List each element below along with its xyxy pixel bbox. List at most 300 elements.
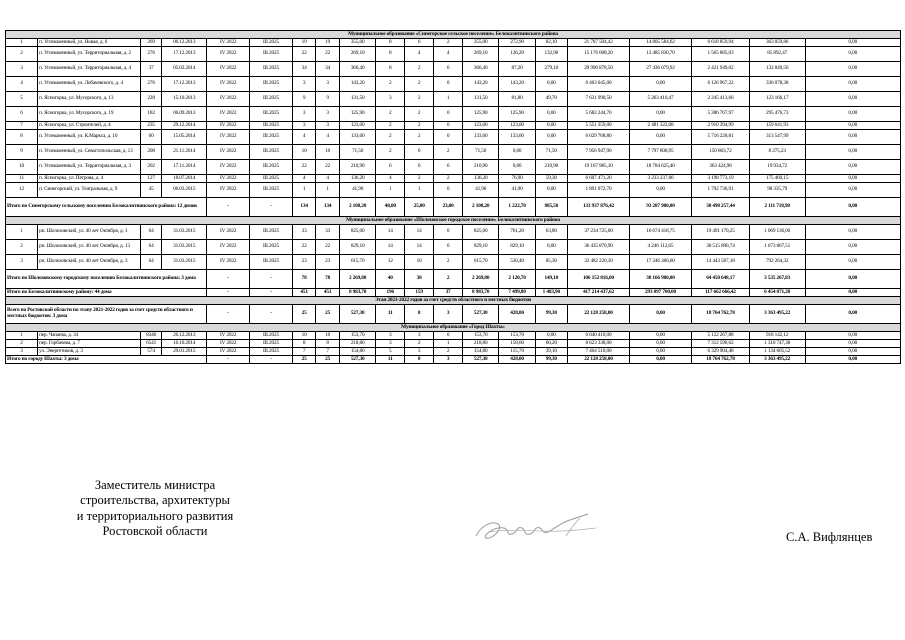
value-cell: 4	[316, 130, 340, 145]
value-cell: 0	[434, 77, 463, 92]
total-value: 18 764 762,78	[692, 356, 750, 364]
value-cell: 6541	[140, 340, 161, 348]
value-cell: 123 166,17	[749, 92, 805, 107]
row-number: 2	[6, 47, 38, 62]
value-cell: 2 481 322,08	[629, 122, 691, 130]
address-cell: п. Углекаменный, ул. Территориальная, д. 2	[38, 47, 141, 62]
value-cell: IV 2022	[207, 183, 250, 198]
value-cell: 14	[405, 240, 434, 255]
value-cell: 825,00	[463, 225, 499, 240]
value-cell: 9	[292, 92, 316, 107]
total-value: -	[207, 289, 250, 297]
total-value: 18 764 762,78	[692, 305, 750, 324]
value-cell: 0,00	[629, 130, 691, 145]
total-value: -	[250, 356, 293, 364]
address-cell: рп. Шолоховский, ул. 40 лет Октября, д. 3	[38, 255, 141, 270]
value-cell: 143,20	[499, 77, 535, 92]
value-cell: 143,20	[339, 77, 375, 92]
value-cell: 1 069 136,00	[749, 225, 805, 240]
total-value: 22 128 258,00	[567, 305, 629, 324]
row-number: 1	[6, 332, 38, 340]
total-value: 25	[292, 356, 316, 364]
row-number: 12	[6, 183, 38, 198]
value-cell: 5 716 220,81	[692, 130, 750, 145]
value-cell: 7 631 990,50	[567, 92, 629, 107]
value-cell: 8346	[140, 332, 161, 340]
value-cell: 36 435 870,90	[567, 240, 629, 255]
table-row	[6, 107, 901, 122]
address-cell: п. Ясногорка, ул. Петрова, д. 4	[38, 175, 141, 183]
value-cell: 19	[292, 39, 316, 47]
value-cell: 1	[434, 92, 463, 107]
total-row	[6, 270, 901, 289]
value-cell: 64	[140, 255, 161, 270]
value-cell: 2	[434, 39, 463, 47]
table-row	[6, 62, 901, 77]
value-cell: 0,00	[535, 240, 567, 255]
total-value: 8	[405, 356, 434, 364]
value-cell: 15.05.2014	[162, 130, 207, 145]
total-label: Итого по Шолоховскому городскому поселению Белокалитвинского района: 3 дома	[6, 270, 207, 289]
value-cell: 3	[376, 332, 405, 340]
value-cell: 18.07.2014	[162, 175, 207, 183]
address-cell: п. Углекаменный, ул. Территориальная, д. 3	[38, 160, 141, 175]
value-cell: 10	[316, 332, 340, 340]
value-cell: III.2025	[250, 122, 293, 130]
address-cell: ул. Энергетиков, д. 3	[38, 348, 141, 356]
value-cell: 6 463 045,00	[567, 77, 629, 92]
total-value: 38 166 900,00	[629, 270, 691, 289]
value-cell: 3	[292, 77, 316, 92]
value-cell: 4 246 112,65	[629, 240, 691, 255]
value-cell: 615,70	[339, 255, 375, 270]
signature-block	[0, 478, 905, 628]
value-cell: 22	[316, 160, 340, 175]
value-cell: 0,00	[805, 77, 900, 92]
row-number: 3	[6, 62, 38, 77]
total-value: 149,10	[535, 270, 567, 289]
value-cell: 12	[376, 255, 405, 270]
table-row	[6, 348, 901, 356]
value-cell: 22	[292, 160, 316, 175]
value-cell: 269,10	[463, 47, 499, 62]
value-cell: 0	[434, 107, 463, 122]
total-value: 38 498 257,44	[692, 198, 750, 217]
section-header-row	[6, 297, 901, 305]
total-value: 8	[405, 305, 434, 324]
total-value: 40	[376, 270, 405, 289]
total-value: 417 214 437,62	[567, 289, 629, 297]
value-cell: 0,00	[805, 39, 900, 47]
row-number: 3	[6, 348, 38, 356]
value-cell: 2	[376, 107, 405, 122]
value-cell: 22	[316, 240, 340, 255]
total-value: -	[207, 305, 250, 324]
value-cell: IV 2022	[207, 175, 250, 183]
total-value: 451	[292, 289, 316, 297]
value-cell: 23	[292, 255, 316, 270]
value-cell: 27 436 079,92	[629, 62, 691, 77]
value-cell: IV 2022	[207, 107, 250, 122]
value-cell: 0,00	[629, 332, 691, 340]
total-value: 428,00	[499, 356, 535, 364]
value-cell: 210,90	[339, 160, 375, 175]
value-cell: 2	[434, 145, 463, 160]
table-row	[6, 175, 901, 183]
total-value: 2 120,70	[499, 270, 535, 289]
total-value: 78	[316, 270, 340, 289]
position-line: Заместитель министра	[94, 478, 216, 492]
value-cell: 49,70	[535, 92, 567, 107]
value-cell: 208	[140, 145, 161, 160]
total-value: 3 535 267,83	[749, 270, 805, 289]
value-cell: 10	[292, 332, 316, 340]
total-value: 106 152 816,00	[567, 270, 629, 289]
address-cell: п. Углекаменный, ул. К.Маркса, д. 10	[38, 130, 141, 145]
value-cell: 21 787 504,42	[567, 39, 629, 47]
value-cell: 159 641,93	[749, 122, 805, 130]
value-cell: 71,50	[339, 145, 375, 160]
value-cell: 2	[405, 107, 434, 122]
value-cell: 363 059,86	[749, 39, 805, 47]
value-cell: 131,50	[339, 92, 375, 107]
value-cell: 0,00	[629, 107, 691, 122]
table-row	[6, 160, 901, 175]
value-cell: 276	[140, 47, 161, 62]
address-cell: п. Ясногорка, ул. Мусорского, д. 13	[38, 92, 141, 107]
value-cell: 1	[316, 183, 340, 198]
table-row	[6, 47, 901, 62]
value-cell: 31.03.2015	[162, 255, 207, 270]
total-value: 25	[316, 305, 340, 324]
value-cell: 87,20	[499, 62, 535, 77]
value-cell: 0,00	[499, 160, 535, 175]
value-cell: 125,90	[339, 107, 375, 122]
row-number: 3	[6, 255, 38, 270]
value-cell: 10	[405, 255, 434, 270]
value-cell: 41,90	[339, 183, 375, 198]
value-cell: III.2025	[250, 47, 293, 62]
value-cell: 0,00	[805, 62, 900, 77]
value-cell: 13 485 830,70	[629, 47, 691, 62]
address-cell: п. Углекаменный, ул. Лобачевского, д. 4	[38, 77, 141, 92]
total-value: -	[207, 356, 250, 364]
table-row	[6, 145, 901, 160]
value-cell: 0,00	[805, 175, 900, 183]
value-cell: IV 2022	[207, 240, 250, 255]
total-value: 2 269,80	[339, 270, 375, 289]
housing-relocation-table	[5, 30, 901, 364]
total-value: 0,00	[805, 270, 900, 289]
value-cell: 9	[316, 92, 340, 107]
value-cell: IV 2022	[207, 332, 250, 340]
value-cell: 1 565 885,03	[692, 47, 750, 62]
total-label: Всего по Ростовской области по этапу 2021-2022 годов за счет средств областного и местных бюджетов: 3 дома	[6, 305, 207, 324]
value-cell: 1	[405, 183, 434, 198]
table-row	[6, 77, 901, 92]
value-cell: 0,00	[499, 145, 535, 160]
total-value: 99,30	[535, 356, 567, 364]
value-cell: III.2025	[250, 62, 293, 77]
value-cell: IV 2022	[207, 47, 250, 62]
section-header-row	[6, 31, 901, 39]
value-cell: 7 312 590,62	[692, 340, 750, 348]
total-value: 159	[405, 289, 434, 297]
value-cell: 0,00	[805, 332, 900, 340]
value-cell: 4	[316, 175, 340, 183]
value-cell: 0,00	[535, 183, 567, 198]
value-cell: 8	[376, 47, 405, 62]
total-value: 48,00	[376, 198, 405, 217]
value-cell: 17.12.2013	[162, 47, 207, 62]
value-cell: 363 424,98	[692, 160, 750, 175]
value-cell: IV 2022	[207, 160, 250, 175]
value-cell: 3	[292, 122, 316, 130]
value-cell: IV 2022	[207, 225, 250, 240]
row-number: 11	[6, 175, 38, 183]
value-cell: IV 2022	[207, 62, 250, 77]
total-value: 1 483,90	[535, 289, 567, 297]
value-cell: 5 386 767,97	[692, 107, 750, 122]
value-cell: 31.03.2015	[162, 240, 207, 255]
value-cell: 41,90	[463, 183, 499, 198]
value-cell: 0,00	[805, 340, 900, 348]
address-cell: пер. Чапаева, д. 34	[38, 332, 141, 340]
address-cell: п. Углекаменный, ул. Территориальная, д. 4	[38, 62, 141, 77]
value-cell: 18 784 625,40	[629, 160, 691, 175]
value-cell: 336 078,38	[749, 77, 805, 92]
value-cell: 14 805 584,62	[629, 39, 691, 47]
value-cell: 3	[405, 332, 434, 340]
total-value: 64 450 648,17	[692, 270, 750, 289]
value-cell: 30 515 890,74	[692, 240, 750, 255]
value-cell: 269,10	[339, 47, 375, 62]
value-cell: 3	[316, 122, 340, 130]
total-value: 527,30	[339, 356, 375, 364]
total-value: 93 287 900,00	[629, 198, 691, 217]
housing-table-sheet	[5, 30, 901, 364]
value-cell: 05.03.2014	[162, 62, 207, 77]
value-cell: 7 797 808,95	[629, 145, 691, 160]
value-cell: 218,80	[463, 340, 499, 348]
value-cell: 127	[140, 175, 161, 183]
value-cell: 59,30	[535, 175, 567, 183]
value-cell: 0,00	[805, 122, 900, 130]
value-cell: 23	[316, 255, 340, 270]
value-cell: 1	[434, 340, 463, 348]
total-value: 2	[434, 270, 463, 289]
value-cell: 76,90	[499, 175, 535, 183]
total-value: 8 983,70	[339, 289, 375, 297]
total-value: 133 937 876,42	[567, 198, 629, 217]
value-cell: III.2025	[250, 332, 293, 340]
value-cell: 71,50	[535, 145, 567, 160]
table-row	[6, 39, 901, 47]
value-cell: 228	[140, 92, 161, 107]
value-cell: IV 2022	[207, 92, 250, 107]
row-number: 5	[6, 92, 38, 107]
value-cell: 0	[434, 130, 463, 145]
value-cell: IV 2022	[207, 340, 250, 348]
value-cell: 2	[405, 175, 434, 183]
value-cell: 829,10	[499, 240, 535, 255]
value-cell: 2	[405, 130, 434, 145]
value-cell: 5 122 267,88	[692, 332, 750, 340]
value-cell: 3	[316, 77, 340, 92]
value-cell: 41,90	[499, 183, 535, 198]
value-cell: 34	[316, 62, 340, 77]
value-cell: 81,80	[499, 92, 535, 107]
value-cell: 14	[405, 225, 434, 240]
value-cell: 82,10	[535, 39, 567, 47]
value-cell: 235	[140, 122, 161, 130]
value-cell: 7 464 510,00	[567, 348, 629, 356]
value-cell: 1 134 605,52	[749, 348, 805, 356]
value-cell: III.2025	[250, 92, 293, 107]
section-header: Муниципальное образование «Синегорское сельское поселение» Белокалитвинского района	[6, 31, 901, 39]
section-header: Муниципальное образование «Город Шахты»	[6, 324, 901, 332]
total-row	[6, 305, 901, 324]
value-cell: 10	[316, 145, 340, 160]
total-value: 0,00	[805, 198, 900, 217]
value-cell: 8	[376, 62, 405, 77]
value-cell: 29.01.2015	[162, 348, 207, 356]
value-cell: 6	[376, 160, 405, 175]
value-cell: 3 198 773,19	[692, 175, 750, 183]
value-cell: 5 263 410,47	[629, 92, 691, 107]
value-cell: 2	[434, 348, 463, 356]
value-cell: 0	[405, 160, 434, 175]
value-cell: 136,20	[499, 47, 535, 62]
total-label: Итого по Белокалитвинскому району: 44 дома	[6, 289, 207, 297]
value-cell: 123,00	[463, 122, 499, 130]
value-cell: 133,60	[339, 130, 375, 145]
value-cell: 4	[405, 47, 434, 62]
value-cell: 2	[376, 130, 405, 145]
value-cell: 0	[434, 122, 463, 130]
position-line: и территориального развития	[76, 508, 234, 523]
value-cell: 123,00	[339, 122, 375, 130]
row-number: 9	[6, 145, 38, 160]
value-cell: IV 2022	[207, 348, 250, 356]
total-value: 885,50	[535, 198, 567, 217]
value-cell: 158,60	[499, 340, 535, 348]
value-cell: 1 673 867,51	[749, 240, 805, 255]
value-cell: 218,80	[339, 340, 375, 348]
table-row	[6, 225, 901, 240]
value-cell: 2 910 394,99	[692, 122, 750, 130]
value-cell: 19 167 985,10	[567, 160, 629, 175]
total-value: 78	[292, 270, 316, 289]
value-cell: 6 029 768,80	[567, 130, 629, 145]
value-cell: 3	[292, 107, 316, 122]
value-cell: 2	[434, 175, 463, 183]
value-cell: 0,00	[805, 107, 900, 122]
value-cell: 06.03.2015	[162, 183, 207, 198]
value-cell: 2	[405, 77, 434, 92]
total-value: 25	[292, 305, 316, 324]
value-cell: 22	[292, 240, 316, 255]
value-cell: 4	[292, 175, 316, 183]
value-cell: 19 491 170,25	[692, 225, 750, 240]
value-cell: 2 421 949,02	[692, 62, 750, 77]
value-cell: 4	[376, 175, 405, 183]
value-cell: 1 792 736,91	[692, 183, 750, 198]
value-cell: 8	[376, 39, 405, 47]
address-cell: рп. Шолоховский, ул. 40 лет Октября, д. 1	[38, 225, 141, 240]
value-cell: 2	[405, 92, 434, 107]
district-total-row	[6, 289, 901, 297]
value-cell: 3	[405, 348, 434, 356]
value-cell: 8	[292, 340, 316, 348]
value-cell: 125,90	[463, 107, 499, 122]
value-cell: 6	[434, 160, 463, 175]
total-value: 11	[376, 305, 405, 324]
value-cell: 0,00	[629, 183, 691, 198]
value-cell: 7 956 947,90	[567, 145, 629, 160]
value-cell: 210,90	[535, 160, 567, 175]
total-value: 527,30	[339, 305, 375, 324]
value-cell: 272,90	[499, 39, 535, 47]
value-cell: 2	[405, 122, 434, 130]
total-value: -	[250, 270, 293, 289]
value-cell: 10	[292, 145, 316, 160]
value-cell: 0,00	[805, 183, 900, 198]
value-cell: 2	[405, 340, 434, 348]
value-cell: 6 618 859,94	[692, 39, 750, 47]
position-line: Ростовской области	[102, 523, 208, 538]
value-cell: III.2025	[250, 348, 293, 356]
value-cell: 792 264,32	[749, 255, 805, 270]
total-value: 117 662 666,42	[692, 289, 750, 297]
value-cell: 0,00	[805, 240, 900, 255]
value-cell: 17.11.2014	[162, 160, 207, 175]
value-cell: 615,70	[463, 255, 499, 270]
value-cell: 295 476,73	[749, 107, 805, 122]
value-cell: 33	[316, 225, 340, 240]
value-cell: 0,00	[535, 130, 567, 145]
value-cell: 29.12.2014	[162, 122, 207, 130]
value-cell: 6	[405, 39, 434, 47]
value-cell: 0	[434, 332, 463, 340]
total-value: 25,00	[405, 198, 434, 217]
value-cell: 85,30	[535, 255, 567, 270]
value-cell: 276	[140, 77, 161, 92]
total-value: 2 108,20	[463, 198, 499, 217]
value-cell: 39,10	[535, 348, 567, 356]
signer-position	[55, 478, 255, 539]
total-value: 2 108,20	[339, 198, 375, 217]
value-cell: IV 2022	[207, 130, 250, 145]
total-value: 527,30	[463, 305, 499, 324]
total-value: 38	[405, 270, 434, 289]
total-value: 1 222,70	[499, 198, 535, 217]
value-cell: 133,60	[463, 130, 499, 145]
value-cell: 6 329 904,48	[692, 348, 750, 356]
total-value: 7 499,80	[499, 289, 535, 297]
value-cell: 829,10	[463, 240, 499, 255]
value-cell: 21.11.2014	[162, 145, 207, 160]
value-cell: 63,80	[535, 225, 567, 240]
value-cell: IV 2022	[207, 145, 250, 160]
value-cell: 8 623 338,00	[567, 340, 629, 348]
value-cell: 4	[292, 130, 316, 145]
value-cell: 0,00	[629, 340, 691, 348]
total-value: 196	[376, 289, 405, 297]
value-cell: 06.09.2013	[162, 107, 207, 122]
value-cell: 98 335,79	[749, 183, 805, 198]
value-cell: 182	[140, 107, 161, 122]
